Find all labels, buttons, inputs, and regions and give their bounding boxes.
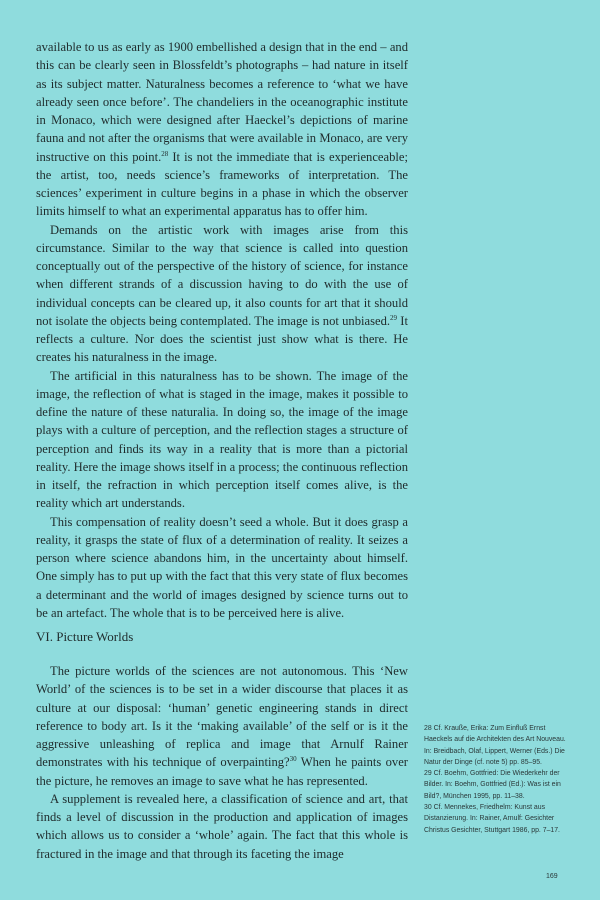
paragraph: A supplement is revealed here, a classification of science and art, that finds a level of discussion in the production and application of images which allows us to consider a ‘whole’ again. The fact that this whole is fractured in the image and that through its faceting the image xyxy=(36,791,408,861)
paragraph-text: When he paints over the picture, he removes an image to save what he has represented. xyxy=(36,755,408,788)
main-text-column-lower xyxy=(36,662,408,863)
footnotes xyxy=(424,723,574,836)
paragraph: The artificial in this naturalness has to be shown. The image of the image, the reflection of what is staged in the image, makes it possible to define the nature of these naturalia. In doing so, the image of the image plays with a culture of perception, and the reflection stages a structure of perception and finds its way in a reality that is more than a pictorial reality. Here the image shows itself in a process; the continuous reflection in itself, the refraction in which perception itself comes alive, is the reality which art understands. xyxy=(36,368,408,511)
paragraph xyxy=(36,38,408,221)
paragraph-text: The picture worlds of the sciences are not autonomous. This ‘New World’ of the sciences is to be set in a wider discourse that places it as culture at our disposal: ‘human’ genetic engineering stands in direct reference to body art. Is it the ‘making available’ of the self or is it the aggressive unleashing of replica and image that Arnulf Rainer demonstrates with his technique of overpainting? xyxy=(36,664,408,770)
paragraph-text: It is not the immediate that is experienceable; the artist, too, needs science’s frameworks of interpretation. The sciences’ experiment in culture begins in a phase in which the observer limits himself to what an experimental apparatus has to offer him. xyxy=(36,149,408,219)
page-number: 169 xyxy=(546,873,558,880)
footnote-ref-28: 28 xyxy=(161,149,169,158)
footnote-30: 30 Cf. Mennekes, Friedhelm: Kunst aus Distanzierung. In: Rainer, Arnulf: Gesichter Christus Gesichter, Stuttgart 1986, pp. 7–17. xyxy=(424,804,560,834)
paragraph: This compensation of reality doesn’t seed a whole. But it does grasp a reality, it grasps the state of flux of a determination of reality. It seizes a person where science abandons him, in the uncertainty about himself. One simply has to put up with the fact that this very state of flux becomes a determinant and the world of images designed by science turns out to be an artefact. The whole that is to be perceived here is alive. xyxy=(36,514,408,620)
footnote-ref-29: 29 xyxy=(390,313,398,322)
section-heading: VI. Picture Worlds xyxy=(36,629,134,644)
paragraph xyxy=(36,662,408,790)
paragraph xyxy=(36,221,408,367)
footnote-28: 28 Cf. Krauße, Erika: Zum Einfluß Ernst Haeckels auf die Architekten des Art Nouveau. In: Breidbach, Olaf, Lippert, Werner (Eds.) Die Natur der Dinge (cf. note 5) pp. 85–95. xyxy=(424,725,566,766)
paragraph-text: available to us as early as 1900 embellished a design that in the end – and this can be clearly seen in Blossfeldt’s photographs – had nature in itself as its subject matter. Naturalness becomes a reference to ‘what we have already seen once before’. The chandeliers in the oceanographic institute in Monaco, which were designed after Haeckel’s depictions of marine fauna and not after the organisms that were available in Monaco, are very instructive on this point. xyxy=(36,40,408,164)
paragraph-text: It reflects a culture. Nor does the scientist just show what is there. He creates his naturalness in the image. xyxy=(36,313,408,365)
footnote-ref-30: 30 xyxy=(289,755,297,764)
paragraph-text: Demands on the artistic work with images arise from this circumstance. Similar to the way that science is called into question conceptually out of the perspective of the history of science, for instance when different strands of a discussion having to do with the use of individual concepts can be cleared up, it also counts for art that it should not isolate the objects being contemplated. The image is not unbiased. xyxy=(36,222,408,328)
main-text-column xyxy=(36,38,408,622)
footnote-29: 29 Cf. Boehm, Gottfried: Die Wiederkehr der Bilder. In: Boehm, Gottfried (Ed.): Was ist ein Bild?, München 1995, pp. 11–38. xyxy=(424,770,561,800)
